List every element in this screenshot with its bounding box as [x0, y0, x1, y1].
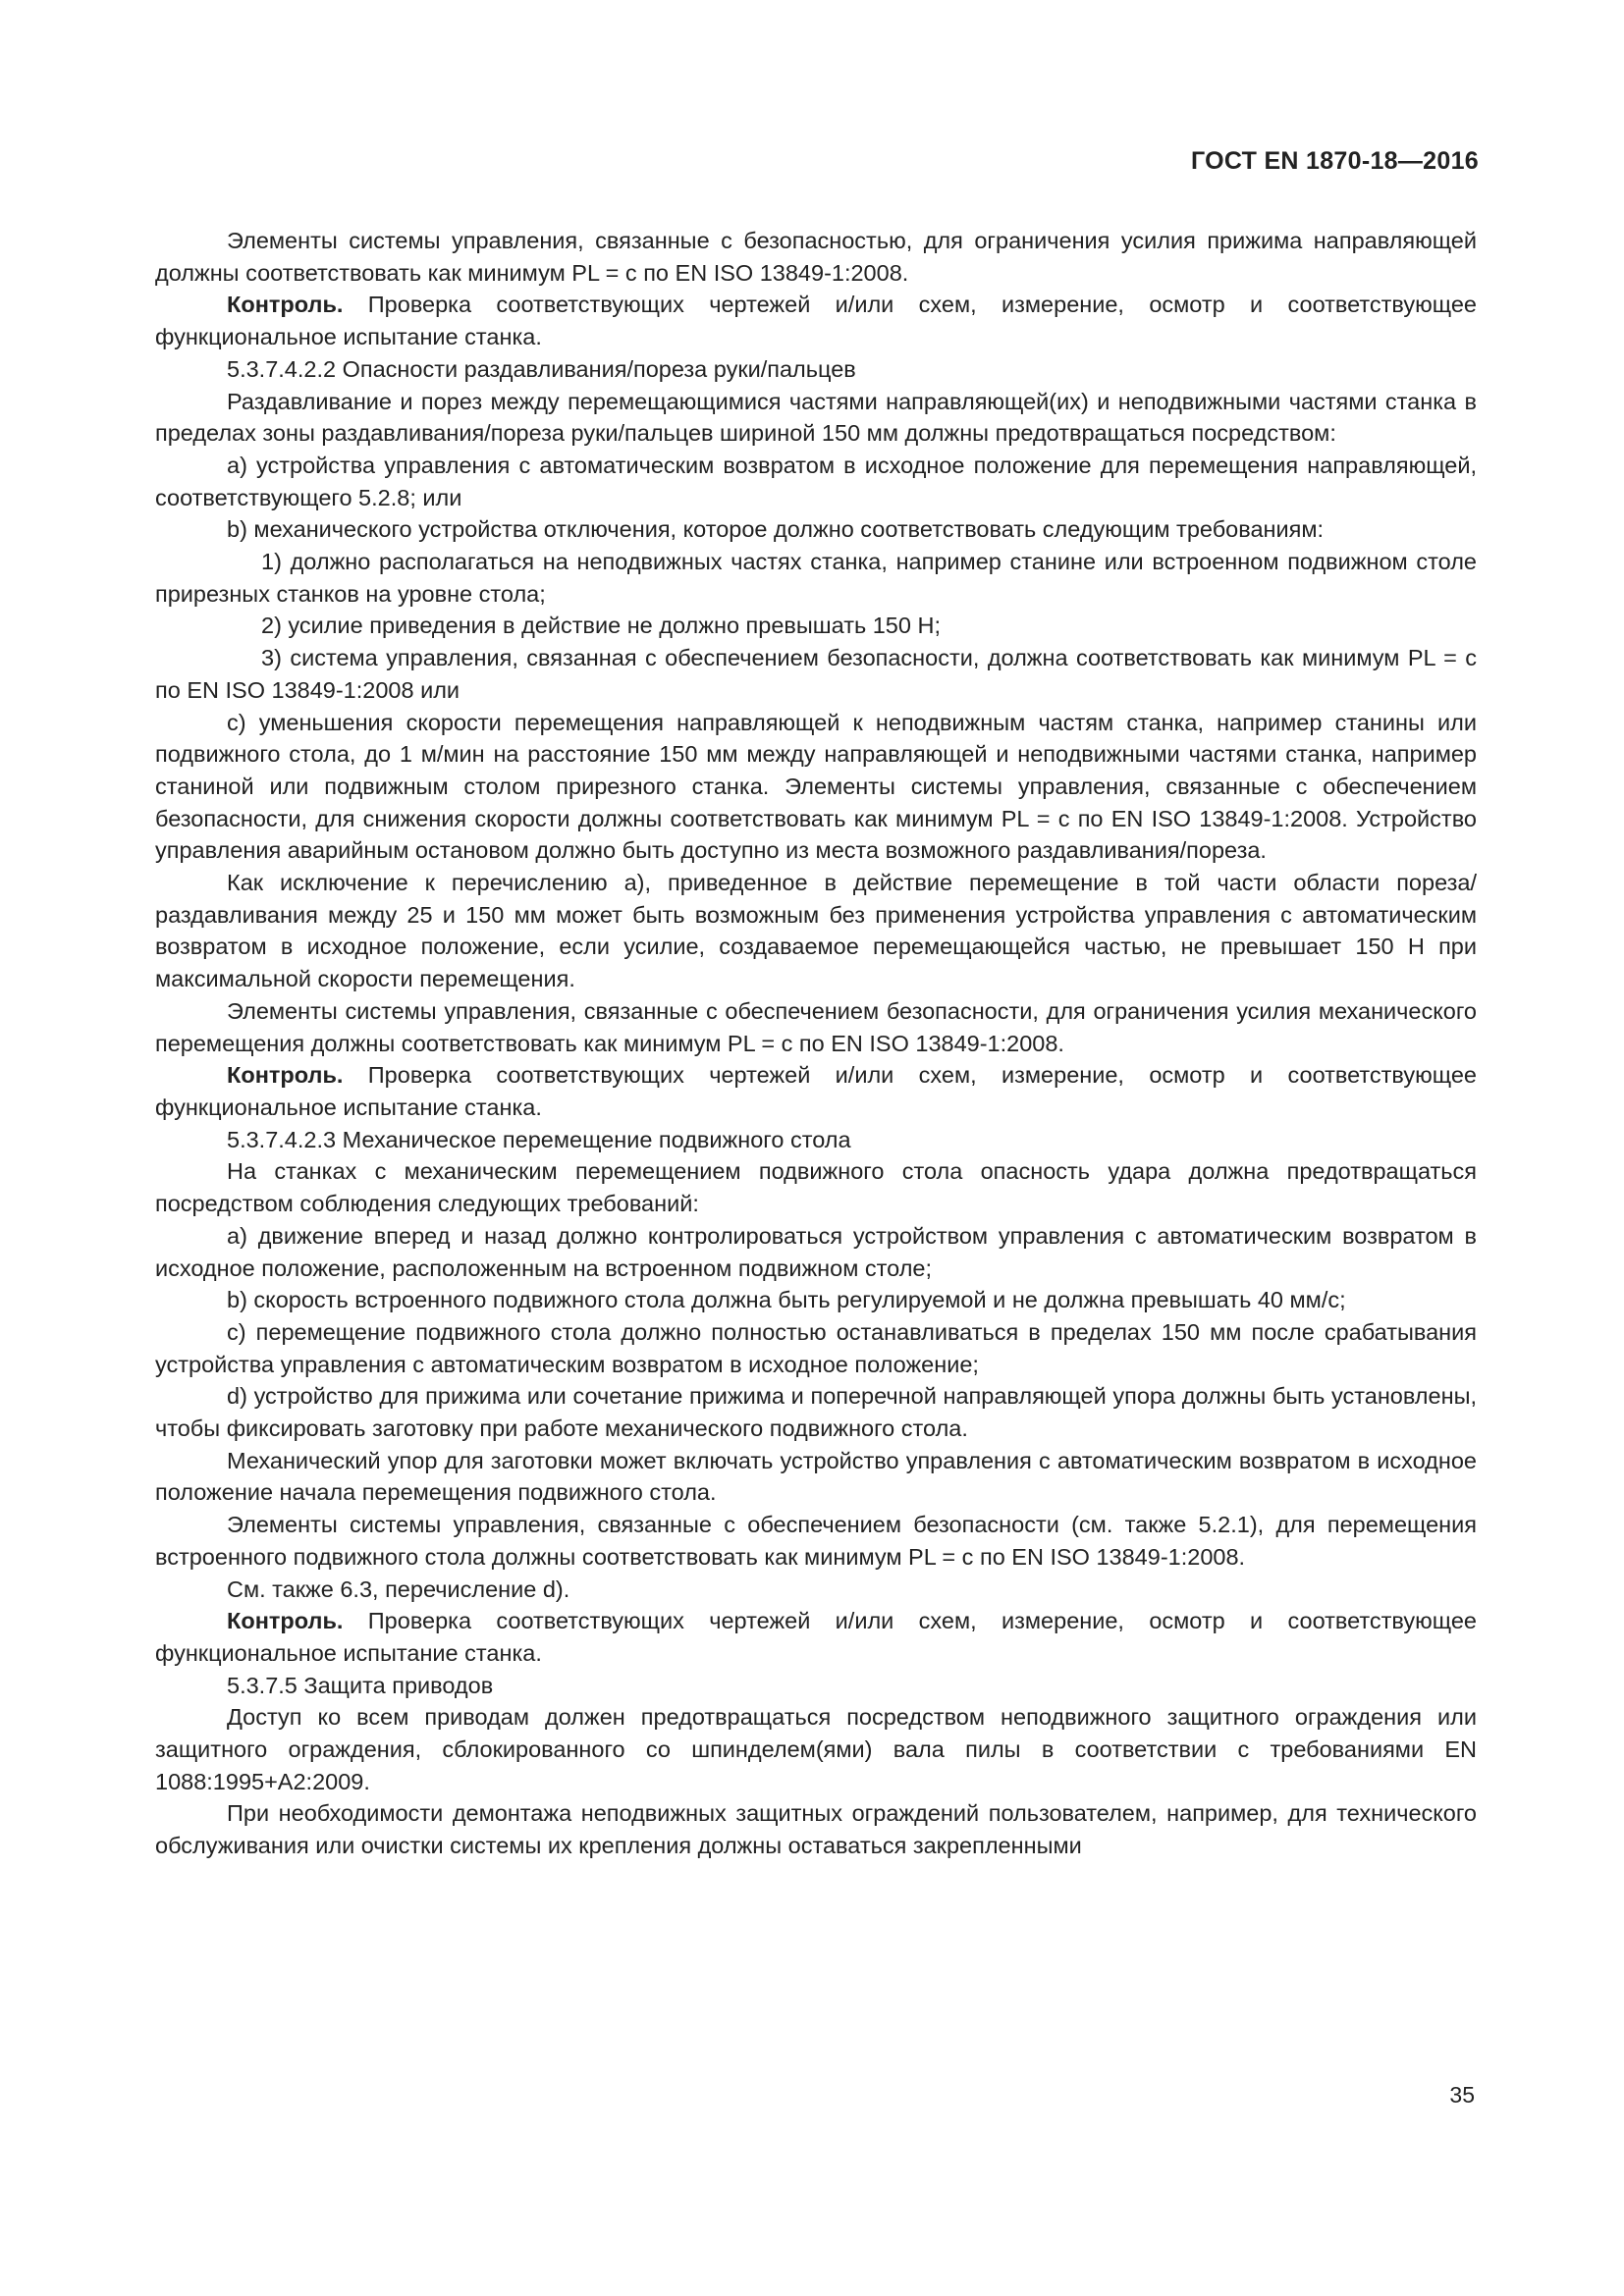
list-item: a) движение вперед и назад должно контролироваться устройством управления с автоматическим возвратом в исходное положение, расположенным на встроенном подвижном столе;	[155, 1222, 1477, 1281]
section-heading: 5.3.7.4.2.2 Опасности раздавливания/пореза руки/пальцев	[227, 355, 856, 382]
paragraph: Элементы системы управления, связанные с обеспечением безопасности (см. также 5.2.1), для перемещения встроенного подвижного стола должны соответствовать как минимум PL = c по EN ISO 13849-1:2008.	[155, 1512, 1477, 1570]
sub-list-item: 2) усилие приведения в действие не должно превышать 150 Н;	[261, 613, 941, 639]
list-item: b) механического устройства отключения, которое должно соответствовать следующим требованиям:	[227, 516, 1325, 543]
paragraph: Механический упор для заготовки может включать устройство управления с автоматическим возвратом в исходное положение начала перемещения подвижного стола.	[155, 1447, 1477, 1506]
list-item: d) устройство для прижима или сочетание прижима и поперечной направляющей упора должны быть установлены, чтобы фиксировать заготовку при работе механического подвижного стола.	[155, 1383, 1477, 1442]
paragraph: При необходимости демонтажа неподвижных защитных ограждений пользователем, например, для технического обслуживания или очистки системы их крепления должны оставаться закрепленными	[155, 1800, 1477, 1859]
paragraph: Элементы системы управления, связанные с обеспечением безопасности, для ограничения усилия механического перемещения должны соответствовать как минимум PL = c по EN ISO 13849-1:2008.	[155, 997, 1477, 1056]
control-label: Контроль.	[227, 292, 344, 318]
list-item: c) перемещение подвижного стола должно полностью останавливаться в пределах 150 мм после срабатывания устройства управления с автоматическим возвратом в исходное положение;	[155, 1318, 1477, 1377]
paragraph-text: Проверка соответствующих чертежей и/или схем, измерение, осмотр и соответствующее функциональное испытание станка.	[155, 292, 1477, 350]
paragraph: Элементы системы управления, связанные с безопасностью, для ограничения усилия прижима направляющей должны соответствовать как минимум PL = c по EN ISO 13849-1:2008.	[155, 228, 1477, 286]
document-body	[155, 225, 1477, 1862]
section-heading: 5.3.7.4.2.3 Механическое перемещение подвижного стола	[227, 1126, 851, 1152]
document-header: ГОСТ EN 1870-18—2016	[1191, 147, 1479, 175]
paragraph: На станках с механическим перемещением подвижного стола опасность удара должна предотвращаться посредством соблюдения следующих требований:	[155, 1158, 1477, 1217]
paragraph: См. также 6.3, перечисление d).	[227, 1575, 570, 1602]
list-item: c) уменьшения скорости перемещения направляющей к неподвижным частям станка, например станины или подвижного стола, до 1 м/мин на расстояние 150 мм между направляющей и неподвижными частями станка, например станиной или подвижным столом прирезного станка. Элементы системы управления, связанные с обеспечением безопасности, для снижения скорости должны соответствовать как минимум PL = c по EN ISO 13849-1:2008. Устройство управления аварийным остановом должно быть доступно из места возможного раздавливания/пореза.	[155, 709, 1477, 864]
control-label: Контроль.	[227, 1608, 344, 1634]
paragraph	[155, 1059, 1477, 1123]
section-heading: 5.3.7.5 Защита приводов	[227, 1672, 494, 1698]
list-item: b) скорость встроенного подвижного стола должна быть регулируемой и не должна превышать 40 мм/с;	[227, 1287, 1346, 1313]
paragraph-text: Проверка соответствующих чертежей и/или схем, измерение, осмотр и соответствующее функциональное испытание станка.	[155, 1062, 1477, 1120]
sub-list-item: 3) система управления, связанная с обеспечением безопасности, должна соответствовать как минимум PL = c по EN ISO 13849-1:2008 или	[155, 645, 1477, 703]
paragraph	[155, 1605, 1477, 1669]
paragraph-text: Проверка соответствующих чертежей и/или схем, измерение, осмотр и соответствующее функциональное испытание станка.	[155, 1608, 1477, 1666]
paragraph: Доступ ко всем приводам должен предотвращаться посредством неподвижного защитного ограждения или защитного ограждения, сблокированного со шпинделем(ями) вала пилы в соответствии с требованиями EN 1088:1995+A2:2009.	[155, 1704, 1477, 1794]
paragraph	[155, 289, 1477, 352]
paragraph: Раздавливание и порез между перемещающимися частями направляющей(их) и неподвижными частями станка в пределах зоны раздавливания/пореза руки/пальцев шириной 150 мм должны предотвращаться посредством:	[155, 388, 1477, 447]
control-label: Контроль.	[227, 1062, 344, 1089]
list-item: a) устройства управления с автоматическим возвратом в исходное положение для перемещения направляющей, соответствующего 5.2.8; или	[155, 452, 1477, 510]
paragraph: Как исключение к перечислению a), приведенное в действие перемещение в той части области пореза/раздавливания между 25 и 150 мм может быть возможным без применения устройства управления с автоматическим возвратом в исходное положение, если усилие, создаваемое перемещающейся частью, не превышает 150 Н при максимальной скорости перемещения.	[155, 870, 1477, 992]
page-number: 35	[1449, 2082, 1475, 2108]
sub-list-item: 1) должно располагаться на неподвижных частях станка, например станине или встроенном подвижном столе прирезных станков на уровне стола;	[155, 549, 1477, 607]
